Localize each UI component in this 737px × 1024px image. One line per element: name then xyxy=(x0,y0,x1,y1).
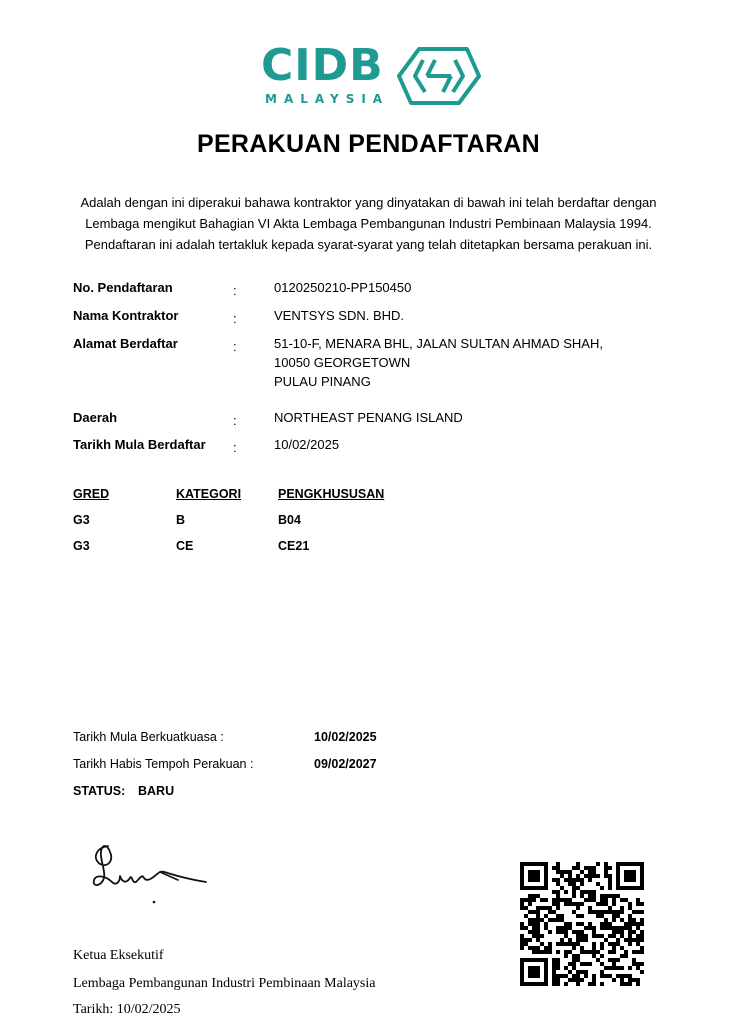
signature-image xyxy=(86,838,216,910)
table-cell-grade: G3 xyxy=(73,513,90,527)
colon: : xyxy=(233,339,237,354)
colon: : xyxy=(233,311,237,326)
specialization-header: PENGKHUSUSAN xyxy=(278,487,385,501)
address-line: PULAU PINANG xyxy=(274,374,371,389)
table-cell-specialization: B04 xyxy=(278,513,301,527)
status-label: STATUS: xyxy=(73,784,126,798)
signatory-date: Tarikh: 10/02/2025 xyxy=(73,1002,181,1017)
registration-no-value: 0120250210-PP150450 xyxy=(274,280,412,295)
status-value: BARU xyxy=(138,784,175,798)
registration-no-label: No. Pendaftaran xyxy=(73,280,173,295)
start-date-label: Tarikh Mula Berdaftar xyxy=(73,437,206,452)
signatory-organization: Lembaga Pembangunan Industri Pembinaan Malaysia xyxy=(73,976,376,991)
category-header: KATEGORI xyxy=(176,487,242,501)
effective-date-label: Tarikh Mula Berkuatkuasa : xyxy=(73,730,224,744)
colon: : xyxy=(233,440,237,455)
intro-line: Adalah dengan ini diperakui bahawa kontraktor yang dinyatakan di bawah ini telah berdaftar dengan xyxy=(80,195,657,210)
cidb-logo xyxy=(261,40,483,113)
contractor-name-value: VENTSYS SDN. BHD. xyxy=(274,308,405,323)
colon: : xyxy=(233,283,237,298)
address-value xyxy=(274,334,603,391)
address-line: 10050 GEORGETOWN xyxy=(274,355,411,370)
expiry-date-value: 09/02/2027 xyxy=(314,757,377,771)
effective-date-value: 10/02/2025 xyxy=(314,730,377,744)
table-cell-specialization: CE21 xyxy=(278,539,310,553)
expiry-date-label: Tarikh Habis Tempoh Perakuan : xyxy=(73,757,254,771)
start-date-value: 10/02/2025 xyxy=(274,437,340,452)
intro-paragraph xyxy=(40,192,697,255)
district-label: Daerah xyxy=(73,410,118,425)
intro-line: Pendaftaran ini adalah tertakluk kepada syarat-syarat yang telah ditetapkan bersama perakuan ini. xyxy=(84,237,653,252)
colon: : xyxy=(233,413,237,428)
district-value: NORTHEAST PENANG ISLAND xyxy=(274,410,463,425)
logo-hexagon-icon xyxy=(397,46,481,106)
page-title: PERAKUAN PENDAFTARAN xyxy=(196,130,541,158)
table-cell-category: CE xyxy=(176,539,194,553)
grade-header: GRED xyxy=(73,487,110,501)
intro-line: Lembaga mengikut Bahagian VI Akta Lembaga Pembangunan Industri Pembinaan Malaysia 1994. xyxy=(85,216,652,231)
qr-code xyxy=(520,862,644,986)
logo-subtitle: MALAYSIA xyxy=(265,92,390,106)
logo-wordmark: CIDB xyxy=(261,40,384,91)
table-cell-category: B xyxy=(176,513,186,527)
address-line: 51-10-F, MENARA BHL, JALAN SULTAN AHMAD SHAH, xyxy=(274,336,603,351)
table-cell-grade: G3 xyxy=(73,539,90,553)
address-label: Alamat Berdaftar xyxy=(73,336,178,351)
contractor-name-label: Nama Kontraktor xyxy=(73,308,179,323)
signatory-title: Ketua Eksekutif xyxy=(73,948,164,963)
